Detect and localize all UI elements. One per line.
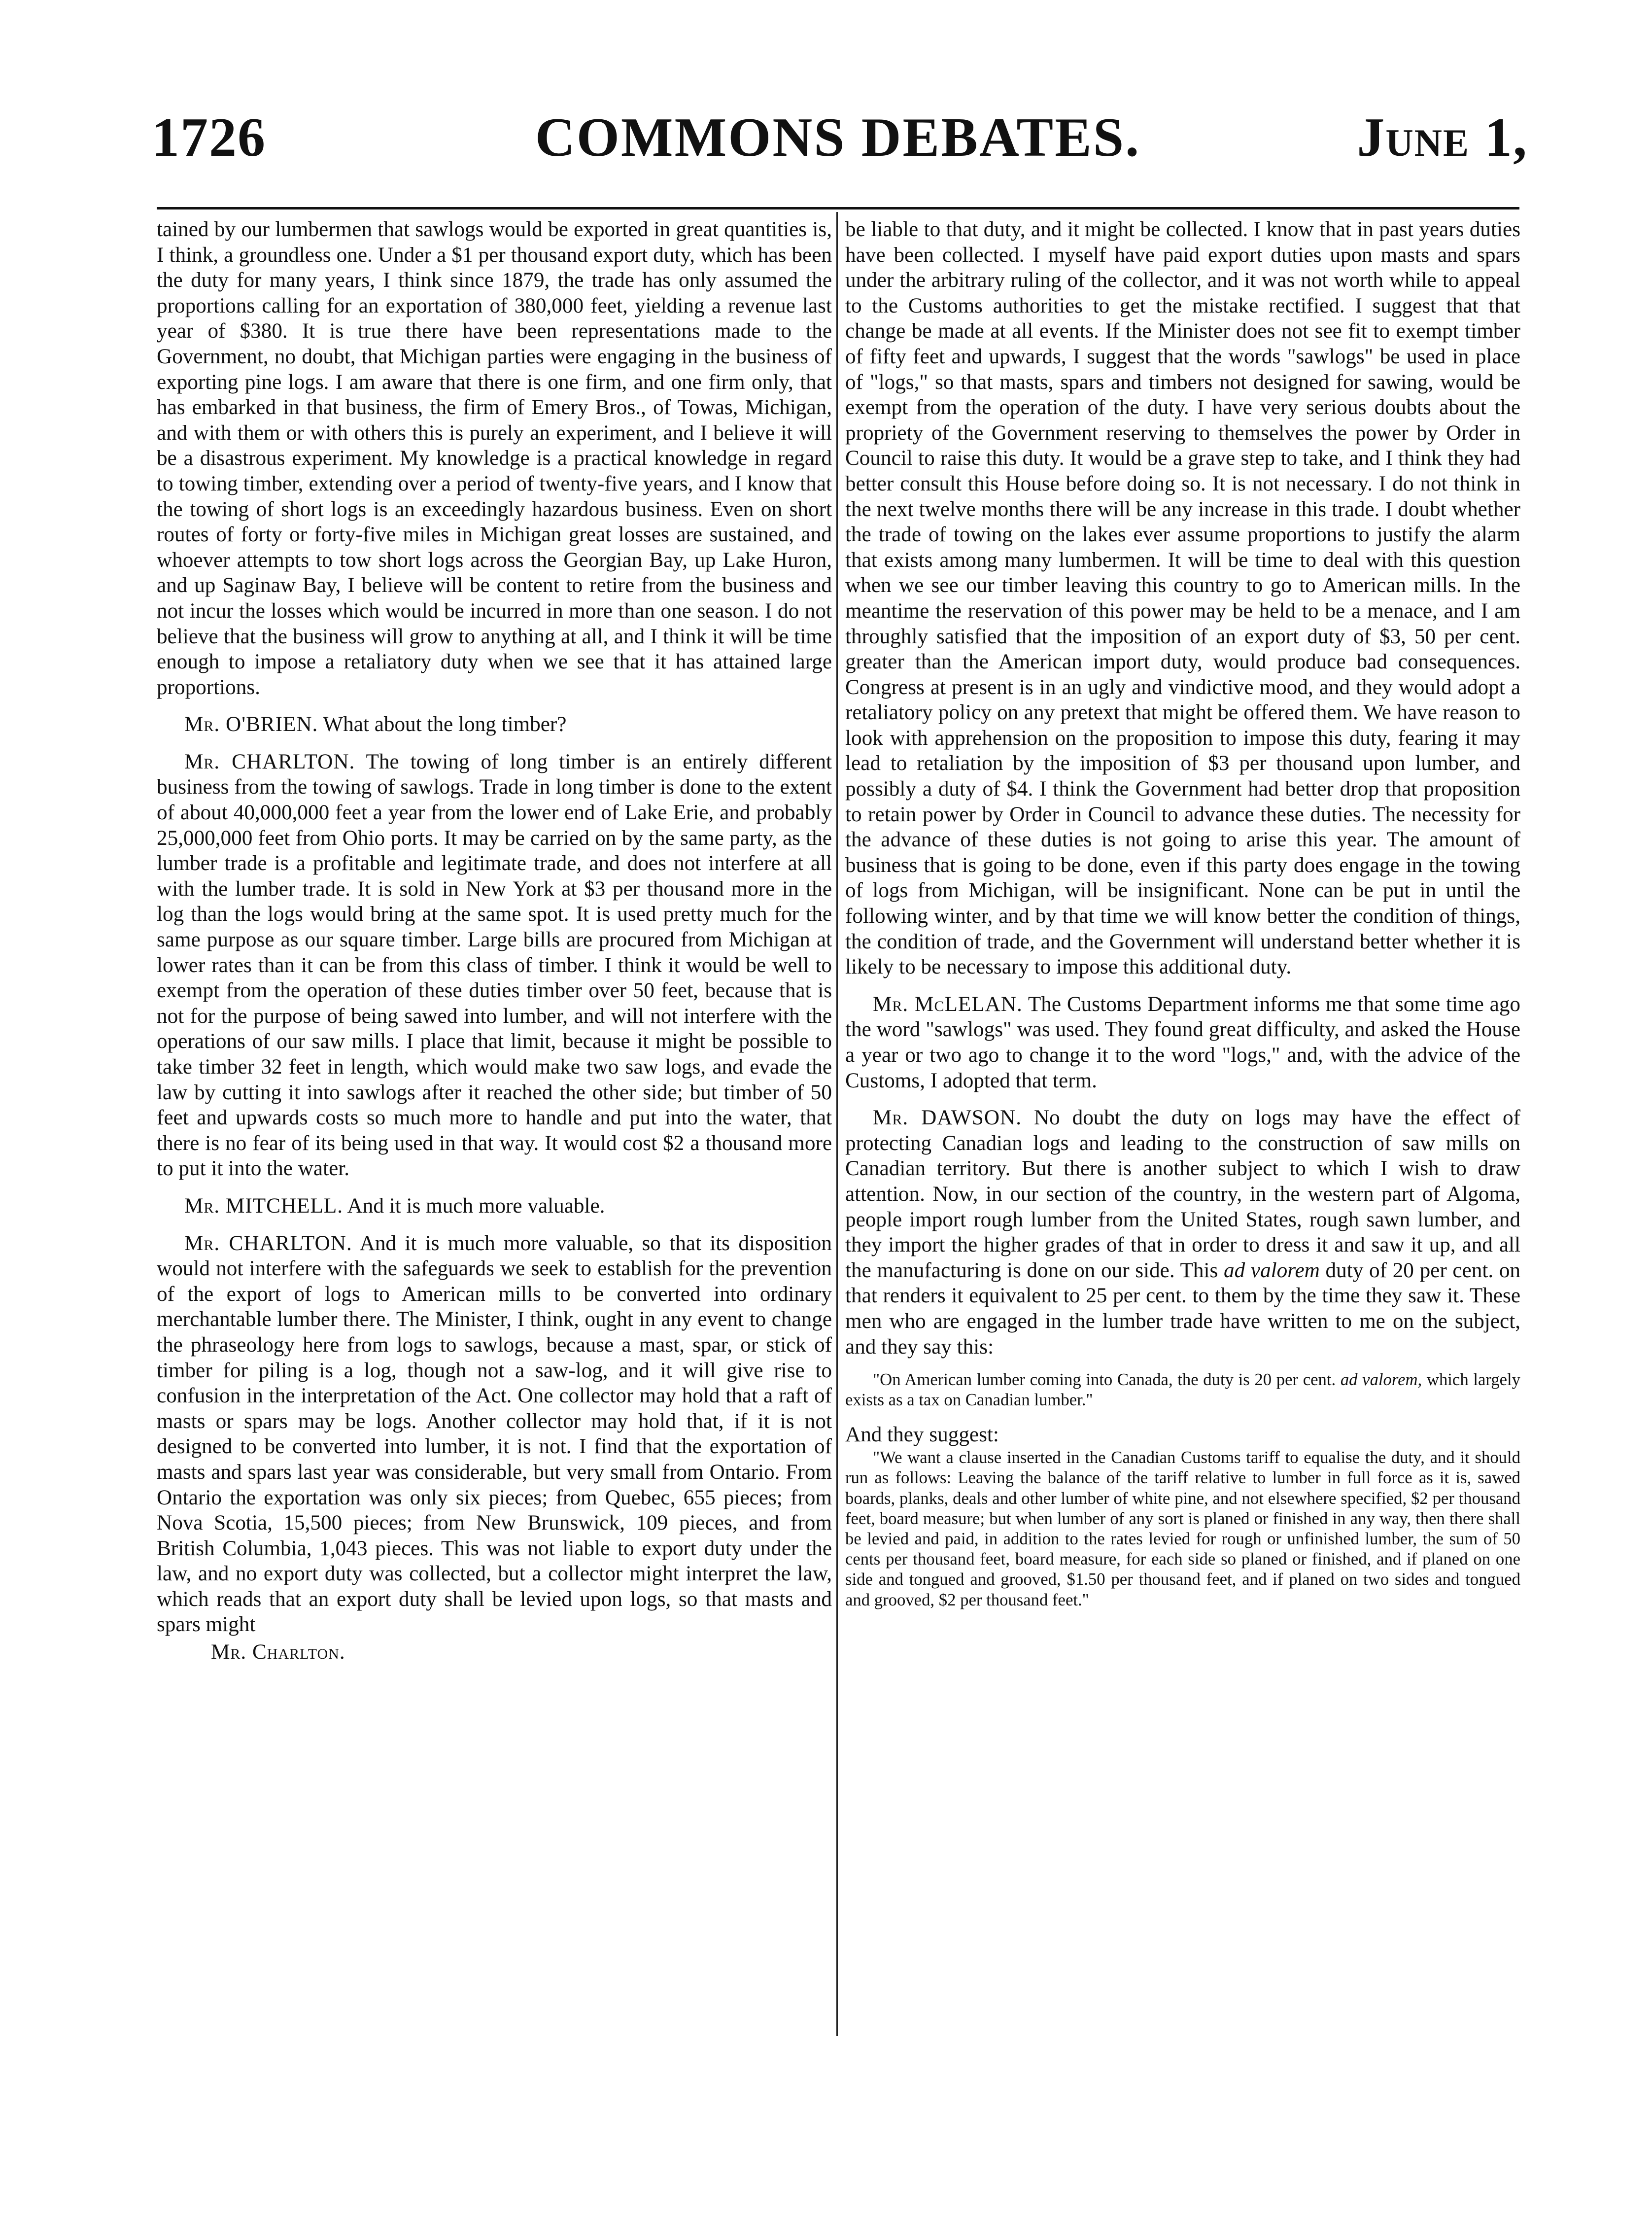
page-date: June 1,	[1357, 107, 1528, 168]
speech-text: No doubt the duty on logs may have the effect of protecting Canadian logs and leading to the construction of saw mills on Canadian territory. But there is another subject to which I wish to draw attention. Now, in our section of the country, in the western part of Algoma, people import rough lumber from the United States, rough sawn lumber, and they import the higher grades of that in order to dress it and saw it up, and all the manufacturing is done on our side. This	[845, 1106, 1521, 1282]
paragraph: And they suggest:	[845, 1423, 999, 1446]
speaker-signature: Mr. Charlton.	[211, 1640, 345, 1664]
quote-text: which largely exists as a tax on Canadian lumber."	[845, 1370, 1520, 1410]
paragraph: tained by our lumbermen that sawlogs would be exported in great quantities is, I think, a groundless one. Under a $1 per thousand export duty, which has been the duty for many years, I think since 1879, the trade has only assumed the proportions calling for an exportation of 380,000 feet, yielding a revenue last year of $380. It is true there have been representations made to the Government, no doubt, that Michigan parties were engaging in the business of exporting pine logs. I am aware that there is one firm, and one firm only, that has embarked in that business, the firm of Emery Bros., of Towas, Michigan, and with them or with others this is purely an experiment, and I believe it will be a disastrous experiment. My knowledge is a practical knowledge in regard to towing timber, extending over a period of twenty-five years, and I know that the towing of short logs is an exceedingly hazardous business. Even on short routes of forty or forty-five miles in Michigan great losses are sustained, and whoever attempts to tow short logs across the Georgian Bay, up Lake Huron, and up Saginaw Bay, I believe will be content to retire from the business and not incur the losses which would be incurred in more than one season. I do not believe that the business will grow to anything at all, and I think it will be time enough to impose a retaliatory duty when we see that it has attained large proportions.	[157, 218, 832, 699]
page-title: COMMONS DEBATES.	[535, 107, 1141, 168]
speech-text: What about the long timber?	[323, 713, 567, 736]
italic-phrase: ad valorem,	[1340, 1370, 1422, 1390]
speech-charlton-2	[157, 1231, 832, 1638]
speaker-name: Mr. DAWSON.	[873, 1106, 1022, 1130]
speaker-name: Mr. O'BRIEN.	[184, 713, 318, 736]
speech-text: duty of 20 per cent. on that renders it equivalent to 25 per cent. to them by the time they saw it. These men who are engaged in the lumber trade have written to me on the subject, and they say this:	[845, 1258, 1521, 1359]
page-header	[148, 106, 1528, 175]
page-number: 1726	[152, 107, 266, 168]
speech-charlton	[157, 749, 832, 1182]
speaker-name: Mr. CHARLTON.	[184, 750, 355, 773]
quote-text: "On American lumber coming into Canada, the duty is 20 per cent.	[873, 1370, 1336, 1390]
column-divider	[836, 212, 838, 2036]
speech-obrien	[157, 712, 832, 737]
left-column	[157, 217, 832, 1665]
speech-text: And it is much more valuable.	[347, 1194, 605, 1218]
paragraph: be liable to that duty, and it might be collected. I know that in past years duties have been collected. I myself have paid export duties upon masts and spars under the arbitrary ruling of the collector, and it was not worth while to appeal to the Customs authorities to get the mistake rectified. I suggest that that change be made at all events. If the Minister does not see fit to exempt timber of fifty feet and upwards, I suggest that the words "sawlogs" be used in place of "logs," so that masts, spars and timbers not designed for sawing, would be exempt from the operation of the duty. I have very serious doubts about the propriety of the Government reserving to themselves the power by Order in Council to raise this duty. It would be a grave step to take, and I think they had better consult this House before doing so. It is not necessary. I do not think in the next twelve months there will be any increase in this trade. I doubt whether the trade of towing on the lakes ever assume proportions to justify the alarm that exists among many lumbermen. It will be time to deal with this question when we see our timber leaving this country to go to American mills. In the meantime the reservation of this power may be held to be a menace, and I am throughly satisfied that the imposition of an export duty of $3, 50 per cent. greater than the American import duty, would produce bad consequences. Congress at present is in an ugly and vindictive mood, and they would adopt a retaliatory policy on any pretext that might be offered them. We have reason to look with apprehension on the proposition to impose this duty, fearing it may lead to retaliation by the imposition of $3 per thousand upon lumber, and possibly a duty of $4. I think the Government had better drop that proposition to retain power by Order in Council to advance these duties. The necessity for the advance of these duties is not going to arise this year. The amount of business that is going to be done, even if this party does engage in the towing of logs from Michigan, will be insignificant. None can be put in until the following winter, and by that time we will know better the condition of things, the condition of trade, and the Government will understand better whether it is likely to be necessary to impose this additional duty.	[845, 218, 1520, 979]
italic-phrase: ad valorem	[1224, 1258, 1320, 1282]
right-column	[845, 217, 1520, 1610]
speech-text: The towing of long timber is an entirely different business from the towing of sawlogs. Trade in long timber is done to the extent of about 40,000,000 feet a year from the lower end of Lake Erie, and probably 25,000,000 feet from Ohio ports. It may be carried on by the same party, as the lumber trade is a profitable and legitimate trade, and does not interfere at all with the lumber trade. It is sold in New York at $3 per thousand more in the log than the logs would bring at the same spot. It is used pretty much for the same purpose as our square timber. Large bills are procured from Michigan at lower rates than it can be from this class of timber. I think it would be well to exempt from the operation of these duties timber over 50 feet, because that is not for the purpose of being sawed into lumber, and will not interfere with the operations of our saw mills. I place that limit, because it might be possible to take timber 32 feet in length, which would make two saw logs, and evade the law by cutting it into sawlogs after it reached the other side; but timber of 50 feet and upwards costs so much more to handle and put into the water, that there is no fear of its being used in that way. It would cost $2 a thousand more to put it into the water.	[157, 750, 832, 1181]
speaker-name: Mr. McLELAN.	[873, 992, 1023, 1016]
speech-mclelan	[845, 992, 1520, 1093]
speaker-name: Mr. MITCHELL.	[184, 1194, 344, 1218]
speech-text: The Customs Department informs me that some time ago the word "sawlogs" was used. They found great difficulty, and asked the House a year or two ago to change it to the word "logs," and, with the advice of the Customs, I adopted that term.	[845, 992, 1521, 1092]
speech-mitchell	[157, 1193, 832, 1219]
speaker-name: Mr. CHARLTON.	[184, 1231, 352, 1255]
quotation: "We want a clause inserted in the Canadian Customs tariff to equalise the duty, and it should run as follows: Leaving the balance of the tariff relative to lumber in full force as it is, sawed boards, planks, deals and other lumber of white pine, and not elsewhere specified, $2 per thousand feet, board measure; but when lumber of any sort is planed or finished in any way, then there shall be levied and paid, in addition to the rates levied for rough or unfinished lumber, the sum of 50 cents per thousand feet, board measure, for each side so planed or finished, and if planed on one side and tongued and grooved, $1.50 per thousand feet, and if planed on two sides and tongued and grooved, $2 per thousand feet."	[845, 1448, 1520, 1609]
header-rule	[157, 207, 1519, 209]
quotation	[845, 1369, 1520, 1410]
speech-text: And it is much more valuable, so that its disposition would not interfere with the safeguards we seek to establish for the prevention of the export of logs to American mills to be converted into ordinary merchantable lumber there. The Minister, I think, ought in any event to change the phraseology here from logs to sawlogs, because a mast, spar, or stick of timber for piling is a log, though not a saw-log, and it will give rise to confusion in the interpretation of the Act. One collector may hold that a raft of masts or spars may be logs. Another collector may hold that, if it is not designed to be converted into lumber, it is not. I find that the exportation of masts and spars last year was considerable, but very small from Ontario. From Ontario the exportation was only six pieces; from Quebec, 655 pieces; from Nova Scotia, 15,500 pieces; from New Brunswick, 109 pieces, and from British Columbia, 1,043 pieces. This was not liable to export duty under the law, and no export duty was collected, but a collector might interpret the law, which reads that an export duty shall be levied upon logs, so that masts and spars might	[157, 1231, 832, 1637]
speech-dawson	[845, 1105, 1520, 1360]
